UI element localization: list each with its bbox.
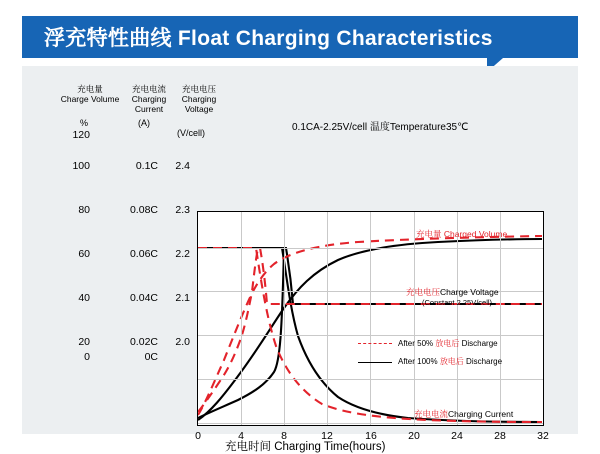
- legend-label-after-50: After 50% 放电后 Discharge: [398, 339, 498, 348]
- legend-label-after-100: After 100% 放电后 Discharge: [398, 357, 503, 366]
- annotation-charged-volume: 充电量 Charged Volume: [416, 229, 508, 239]
- ytick-voltage-2.1: 2.1: [175, 292, 190, 304]
- xtick-8: 8: [281, 430, 287, 442]
- ytick-voltage-2.0: 2.0: [175, 336, 190, 348]
- plot-area: [197, 211, 544, 426]
- axis-unit-amp: (A): [138, 118, 150, 128]
- axis-header-charging-voltage: 充电电压 Charging Voltage: [181, 84, 217, 114]
- legend-swatch-after-50: [358, 343, 392, 344]
- gridline-x-12: [327, 212, 328, 425]
- xtick-12: 12: [321, 430, 333, 442]
- ytick-volume-120: 120: [72, 129, 90, 141]
- gridline-y-20: [198, 423, 543, 424]
- page-title: 浮充特性曲线 Float Charging Characteristics: [44, 27, 493, 50]
- ytick-current-0.04C: 0.04C: [129, 292, 158, 304]
- ytick-current-0.08C: 0.08C: [129, 204, 158, 216]
- ytick-volume-20: 20: [78, 336, 90, 348]
- ytick-volume-0: 0: [84, 351, 90, 363]
- ytick-volume-100: 100: [72, 160, 90, 172]
- axis-unit-percent: %: [80, 118, 89, 128]
- gridline-y-100: [198, 248, 543, 249]
- gridline-x-8: [284, 212, 285, 425]
- annotation-charging-current: 充电电流Charging Current: [414, 409, 514, 419]
- chart-card: [22, 66, 578, 442]
- xtick-32: 32: [537, 430, 549, 442]
- ytick-volume-80: 80: [78, 204, 90, 216]
- gridline-x-28: [500, 212, 501, 425]
- xtick-0: 0: [195, 430, 201, 442]
- xtick-4: 4: [238, 430, 244, 442]
- legend-swatch-after-100: [358, 362, 392, 363]
- xtick-20: 20: [408, 430, 420, 442]
- axis-header-charging-current: 充电电流 Charging Current: [131, 84, 167, 114]
- gridline-x-4: [241, 212, 242, 425]
- gridline-x-20: [414, 212, 415, 425]
- gridline-x-16: [370, 212, 371, 425]
- axis-unit-volt-per-cell: (V/cell): [177, 128, 206, 138]
- ytick-voltage-2.3: 2.3: [175, 204, 190, 216]
- gridline-x-24: [457, 212, 458, 425]
- gridline-y-60: [198, 335, 543, 336]
- header-banner: [22, 16, 578, 58]
- gridline-y-40: [198, 379, 543, 380]
- ytick-volume-60: 60: [78, 248, 90, 260]
- ytick-current-0.1C: 0.1C: [135, 160, 158, 172]
- x-axis-label: 充电时间 Charging Time(hours): [225, 441, 386, 453]
- xtick-28: 28: [494, 430, 506, 442]
- ytick-current-0.06C: 0.06C: [129, 248, 158, 260]
- ytick-current-0.02C: 0.02C: [129, 336, 158, 348]
- ytick-current-0C: 0C: [144, 351, 158, 363]
- annotation-charge-voltage-note: (Constant 2.25V/cell): [422, 298, 493, 307]
- chart-conditions: 0.1CA-2.25V/cell 温度Temperature35℃: [292, 122, 469, 133]
- annotation-charge-voltage: 充电电压Charge Voltage: [406, 287, 499, 297]
- xtick-24: 24: [451, 430, 463, 442]
- axis-header-charge-volume: 充电量 Charge Volume: [60, 84, 120, 104]
- ytick-volume-40: 40: [78, 292, 90, 304]
- ytick-voltage-2.4: 2.4: [175, 160, 190, 172]
- ytick-voltage-2.2: 2.2: [175, 248, 190, 260]
- xtick-16: 16: [365, 430, 377, 442]
